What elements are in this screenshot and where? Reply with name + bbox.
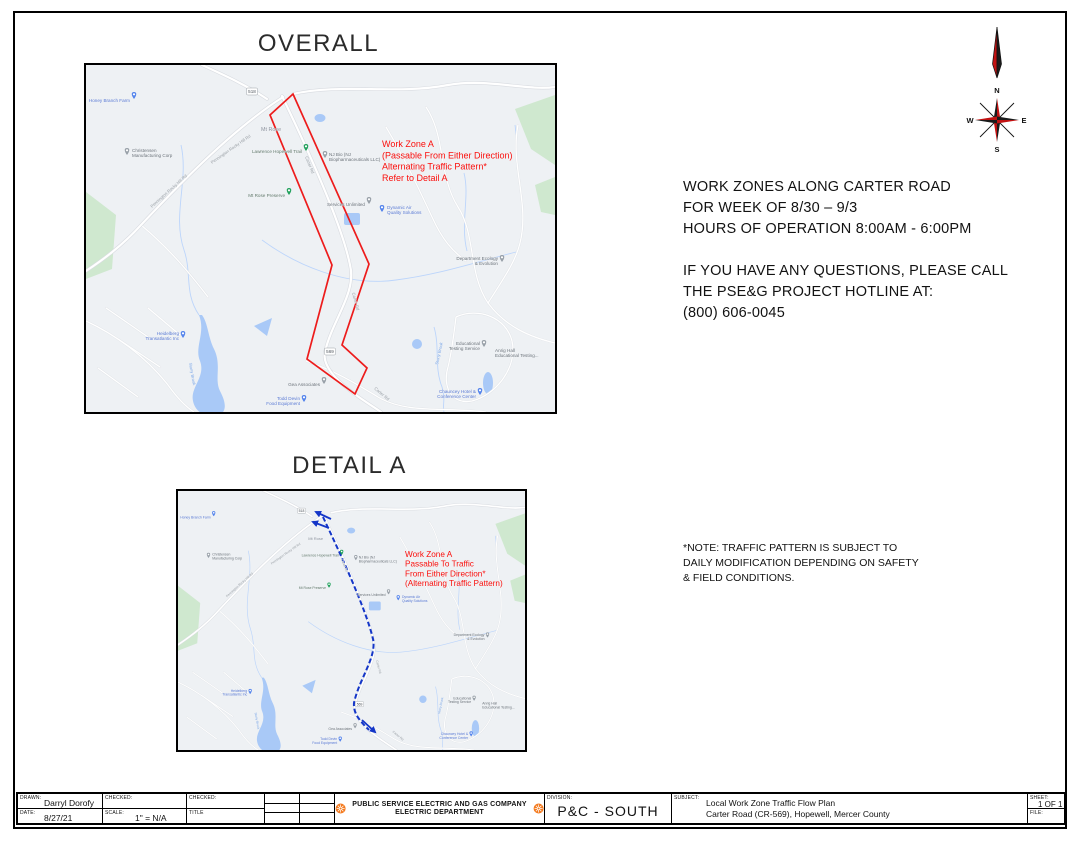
pseg-logo-icon: [533, 800, 544, 817]
drawn-label: DRAWN:: [20, 795, 42, 801]
svg-text:Heidelberg: Heidelberg: [156, 331, 179, 336]
svg-text:Christensen: Christensen: [212, 552, 231, 557]
svg-text:Mt Rose Preserve: Mt Rose Preserve: [298, 586, 327, 591]
svg-text:Stony Brook: Stony Brook: [253, 712, 261, 730]
svg-text:518: 518: [298, 508, 305, 513]
date-value: 8/27/21: [44, 813, 73, 823]
svg-text:Food Equipment: Food Equipment: [312, 741, 338, 746]
svg-text:Dynamic Air: Dynamic Air: [387, 205, 412, 210]
svg-text:Honey Branch Farm: Honey Branch Farm: [88, 98, 130, 103]
svg-text:Pennington Rocky Hill Rd: Pennington Rocky Hill Rd: [149, 173, 188, 209]
compass-needle: [993, 27, 998, 78]
svg-text:Lawrence Hopewell Trail: Lawrence Hopewell Trail: [301, 553, 339, 558]
subject-line-2: Carter Road (CR-569), Hopewell, Mercer County: [706, 809, 890, 819]
svg-text:Mt Rose Preserve: Mt Rose Preserve: [248, 193, 285, 198]
company-line-1: PUBLIC SERVICE ELECTRIC AND GAS COMPANY: [352, 800, 527, 808]
overall-map: [84, 63, 557, 414]
svg-text:Department Ecology: Department Ecology: [453, 633, 485, 638]
drawn-value: Darryl Dorofy: [44, 798, 95, 808]
checked-label-2: CHECKED:: [189, 795, 217, 801]
svg-text:Gea Associates: Gea Associates: [288, 382, 320, 387]
svg-text:Work Zone A: Work Zone A: [382, 139, 434, 149]
detail-map-canvas: [178, 491, 525, 750]
svg-text:Educational: Educational: [455, 341, 480, 346]
compass-north-label: N: [994, 86, 1000, 95]
svg-text:Carter Rd: Carter Rd: [373, 385, 391, 402]
svg-text:Pennington Rocky Hill Rd: Pennington Rocky Hill Rd: [270, 541, 302, 566]
file-label: FILE:: [1030, 810, 1043, 816]
svg-text:Lawrence Hopewell Trail: Lawrence Hopewell Trail: [251, 149, 302, 154]
svg-text:Anrig Hall: Anrig Hall: [482, 701, 498, 706]
svg-text:(Passable From Either Directio: (Passable From Either Direction): [382, 150, 513, 161]
svg-text:Stony Brook: Stony Brook: [188, 362, 197, 386]
svg-text:Pennington Rocky Hill Rd: Pennington Rocky Hill Rd: [209, 133, 252, 165]
svg-text:Services Unlimited: Services Unlimited: [326, 202, 365, 207]
svg-text:Chauncey Hotel &: Chauncey Hotel &: [440, 732, 469, 737]
scale-value: 1" = N/A: [135, 813, 167, 823]
svg-text:Food Equipment: Food Equipment: [266, 401, 300, 407]
svg-text:569: 569: [356, 702, 363, 707]
svg-text:& Evolution: & Evolution: [474, 261, 498, 267]
svg-text:Carter Rd: Carter Rd: [340, 558, 349, 573]
sheet-label: SHEET:: [1030, 795, 1049, 801]
checked-title-cell: [187, 794, 265, 823]
pseg-logo-icon: [335, 800, 346, 817]
division-label: DIVISION:: [547, 795, 573, 801]
svg-text:Manufacturing Corp: Manufacturing Corp: [132, 153, 173, 159]
svg-text:Educational: Educational: [453, 696, 472, 701]
svg-text:518: 518: [248, 89, 256, 94]
division-cell: [545, 794, 672, 823]
title-block: [16, 792, 1066, 825]
svg-text:(Alternating Traffic Pattern): (Alternating Traffic Pattern): [405, 579, 503, 589]
svg-text:Manufacturing Corp: Manufacturing Corp: [212, 556, 243, 561]
sheet-file-cell: [1028, 794, 1064, 823]
overall-map-canvas: [86, 65, 555, 412]
subject-cell: [672, 794, 1028, 823]
svg-text:Carter Rd: Carter Rd: [391, 729, 405, 742]
svg-text:Carter Rd: Carter Rd: [351, 291, 361, 311]
svg-text:Todd Devin: Todd Devin: [277, 396, 300, 401]
svg-text:Mt Rose: Mt Rose: [308, 536, 324, 542]
svg-text:Quality Solutions: Quality Solutions: [401, 599, 428, 604]
company-cell: [335, 794, 545, 823]
company-line-2: ELECTRIC DEPARTMENT: [395, 808, 484, 816]
svg-text:Carter Rd: Carter Rd: [304, 155, 316, 175]
svg-text:Stony Brook: Stony Brook: [436, 696, 445, 715]
overall-map-title: OVERALL: [257, 30, 380, 57]
date-label: DATE:: [20, 810, 36, 816]
subject-line-1: Local Work Zone Traffic Flow Plan: [706, 798, 836, 808]
sheet-value: 1 OF 1: [1038, 800, 1063, 809]
svg-text:Dynamic Air: Dynamic Air: [401, 595, 421, 600]
compass-east-label: E: [1021, 116, 1027, 125]
svg-text:Educational Testing...: Educational Testing...: [482, 705, 515, 710]
drawn-date-cell: [18, 794, 103, 823]
detail-map-title: DETAIL A: [292, 452, 407, 479]
checked-scale-cell: [103, 794, 187, 823]
svg-text:Work Zone A: Work Zone A: [405, 550, 453, 559]
svg-text:Testing Service: Testing Service: [448, 346, 480, 352]
svg-text:& Evolution: & Evolution: [467, 636, 485, 641]
svg-text:Testing Service: Testing Service: [448, 700, 472, 705]
svg-text:Heidelberg: Heidelberg: [230, 688, 248, 693]
revision-grid: [265, 794, 335, 823]
svg-text:Conference Center: Conference Center: [439, 735, 469, 740]
svg-text:Mt Rose: Mt Rose: [261, 127, 282, 133]
division-value: P&C - SOUTH: [557, 803, 659, 819]
compass-south-label: S: [994, 145, 1000, 154]
compass-rose: [962, 24, 1032, 164]
svg-text:NJ Bio (NJ: NJ Bio (NJ: [358, 555, 376, 560]
svg-text:Conference Center: Conference Center: [437, 394, 476, 400]
title-label: TITLE: [189, 810, 204, 816]
svg-text:Gea Associates: Gea Associates: [328, 726, 353, 731]
svg-text:Transatlantic Inc: Transatlantic Inc: [145, 336, 179, 342]
svg-text:Biopharmaceuticals LLC): Biopharmaceuticals LLC): [329, 157, 381, 163]
svg-text:Passable To Traffic: Passable To Traffic: [405, 559, 474, 569]
svg-text:Carter Rd: Carter Rd: [374, 659, 383, 674]
svg-text:Todd Devin: Todd Devin: [320, 737, 338, 742]
compass-west-label: W: [966, 116, 974, 125]
svg-text:Services Unlimited: Services Unlimited: [357, 592, 386, 597]
svg-text:Chauncey Hotel &: Chauncey Hotel &: [438, 389, 476, 394]
svg-text:Alternating Traffic Pattern*: Alternating Traffic Pattern*: [382, 161, 487, 172]
svg-text:Biopharmaceuticals LLC): Biopharmaceuticals LLC): [358, 559, 397, 564]
svg-text:Honey Branch Farm: Honey Branch Farm: [180, 515, 211, 520]
svg-text:Refer to Detail A: Refer to Detail A: [382, 172, 448, 183]
scale-label: SCALE:: [105, 810, 124, 816]
svg-text:Department Ecology: Department Ecology: [456, 256, 498, 261]
svg-text:569: 569: [326, 349, 334, 354]
detail-map: [176, 489, 527, 752]
traffic-pattern-note: *NOTE: TRAFFIC PATTERN IS SUBJECT TO DAILY MODIFICATION DEPENDING ON SAFETY & FIELD CONDITIONS.: [683, 542, 919, 585]
subject-label: SUBJECT:: [674, 795, 700, 801]
svg-text:Christensen: Christensen: [132, 148, 157, 153]
svg-text:Stony Brook: Stony Brook: [434, 341, 444, 366]
svg-text:From Either Direction*: From Either Direction*: [405, 569, 486, 579]
svg-text:NJ Bio (NJ: NJ Bio (NJ: [329, 152, 351, 157]
work-zone-info-text: WORK ZONES ALONG CARTER ROAD FOR WEEK OF 8/30 – 9/3 HOURS OF OPERATION 8:00AM - 6:00PM IF YOU HAVE ANY QUESTIONS, PLEASE CALL THE PSE&G PROJECT HOTLINE AT: (800) 606-0045: [683, 179, 1009, 321]
svg-text:Pennington Rocky Hill Rd: Pennington Rocky Hill Rd: [225, 571, 254, 599]
svg-text:Transatlantic Inc: Transatlantic Inc: [222, 692, 248, 697]
svg-text:Anrig Hall: Anrig Hall: [495, 348, 515, 353]
checked-label-1: CHECKED:: [105, 795, 133, 801]
svg-text:Educational Testing...: Educational Testing...: [495, 353, 539, 359]
svg-text:Quality Solutions: Quality Solutions: [387, 210, 422, 216]
